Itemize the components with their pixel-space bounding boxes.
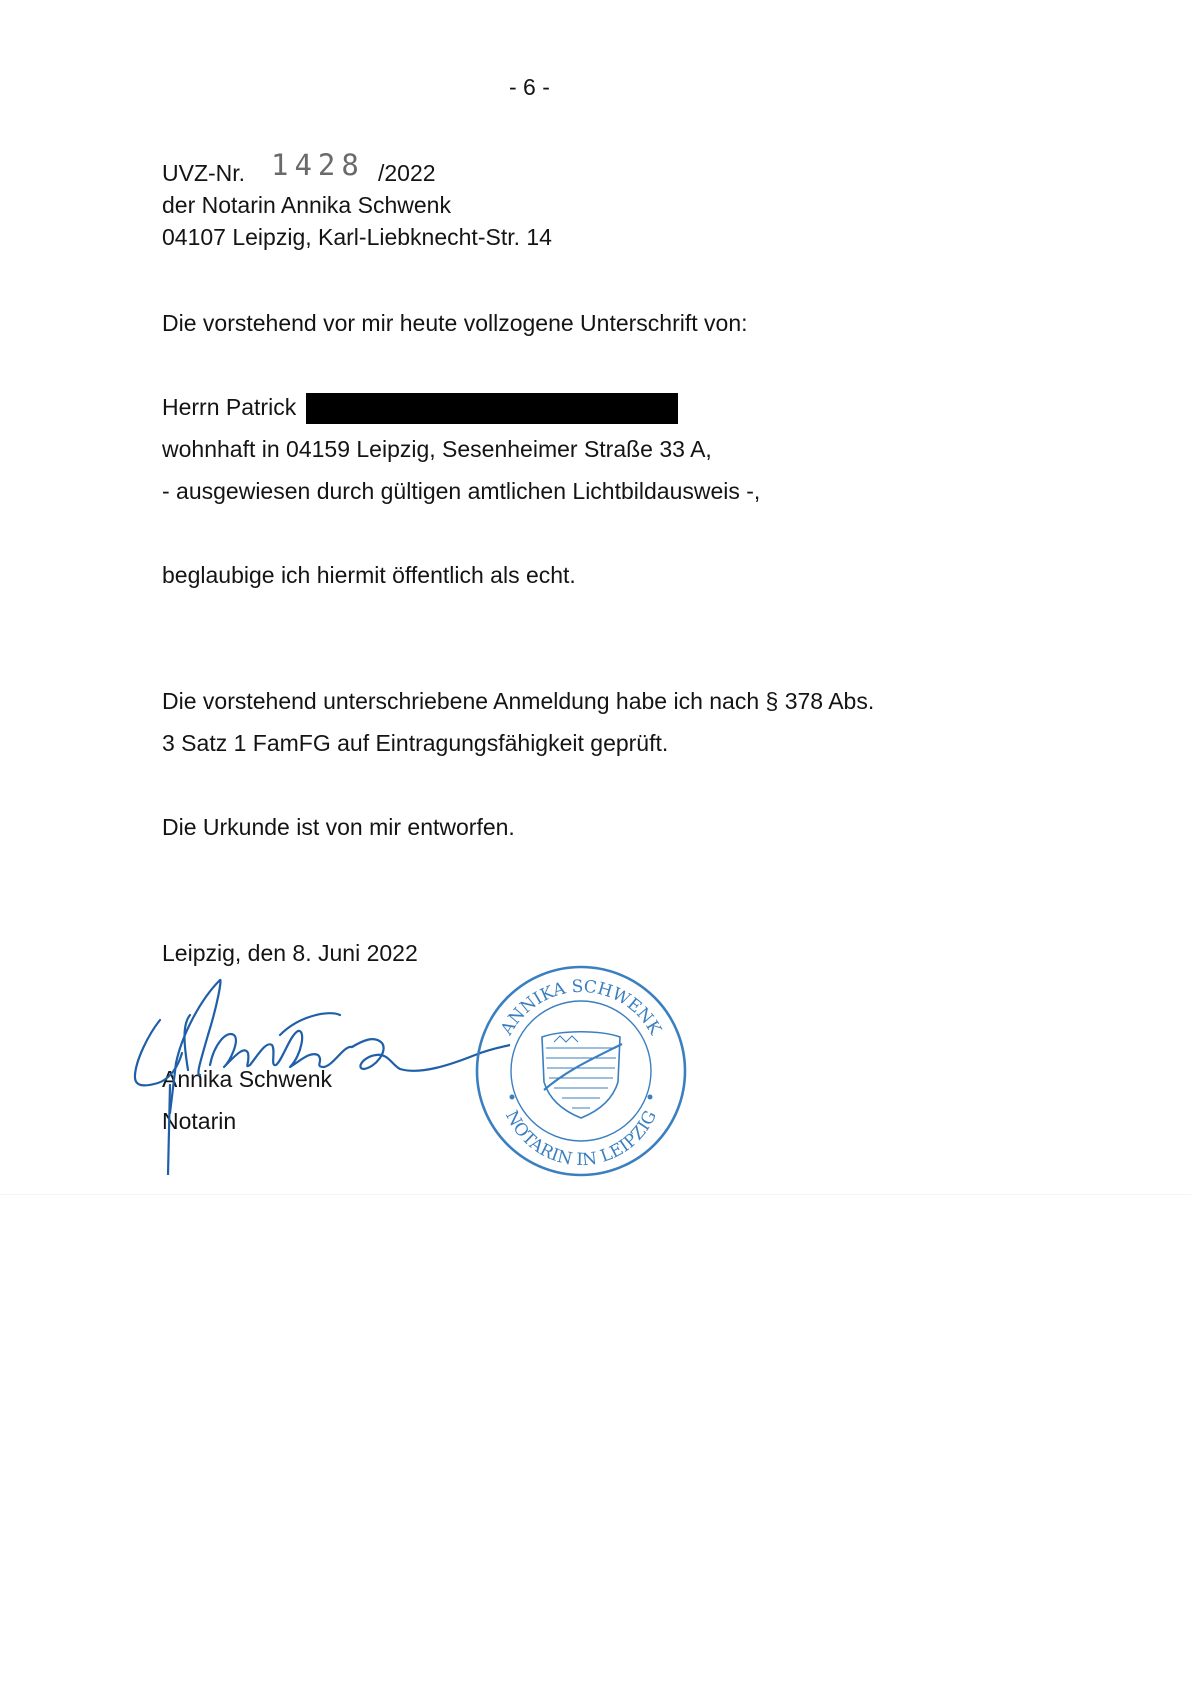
signer-name: Annika Schwenk xyxy=(162,1066,333,1092)
handwritten-signature xyxy=(130,975,510,1175)
identification-text: - ausgewiesen durch gültigen amtlichen Lichtbildausweis -, xyxy=(162,478,761,504)
uvz-number: 1428 xyxy=(271,148,365,182)
intro-text: Die vorstehend vor mir heute vollzogene Unterschrift von: xyxy=(162,310,748,336)
notary-address: 04107 Leipzig, Karl-Liebknecht-Str. 14 xyxy=(162,224,552,250)
review-text-line-2: 3 Satz 1 FamFG auf Eintragungsfähigkeit geprüft. xyxy=(162,730,669,756)
page-number: - 6 - xyxy=(509,74,550,100)
place-date: Leipzig, den 8. Juni 2022 xyxy=(162,940,418,966)
residence-text: wohnhaft in 04159 Leipzig, Sesenheimer Straße 33 A, xyxy=(162,436,712,462)
scan-artifact-line xyxy=(0,1194,1191,1195)
person-name: Herrn Patrick xyxy=(162,394,297,420)
seal-bottom-text: NOTARIN IN LEIPZIG xyxy=(501,1107,661,1171)
certification-text: beglaubige ich hiermit öffentlich als echt. xyxy=(162,562,576,588)
coat-of-arms-icon xyxy=(542,1032,622,1118)
notary-seal xyxy=(472,962,690,1180)
drafted-text: Die Urkunde ist von mir entworfen. xyxy=(162,814,515,840)
review-text-line-1: Die vorstehend unterschriebene Anmeldung habe ich nach § 378 Abs. xyxy=(162,688,875,714)
uvz-year: /2022 xyxy=(378,160,436,186)
uvz-label: UVZ-Nr. xyxy=(162,160,246,186)
notary-line: der Notarin Annika Schwenk xyxy=(162,192,451,218)
signer-title: Notarin xyxy=(162,1108,237,1134)
redaction-bar xyxy=(306,393,678,424)
seal-top-text: ANNIKA SCHWENK xyxy=(497,976,665,1039)
